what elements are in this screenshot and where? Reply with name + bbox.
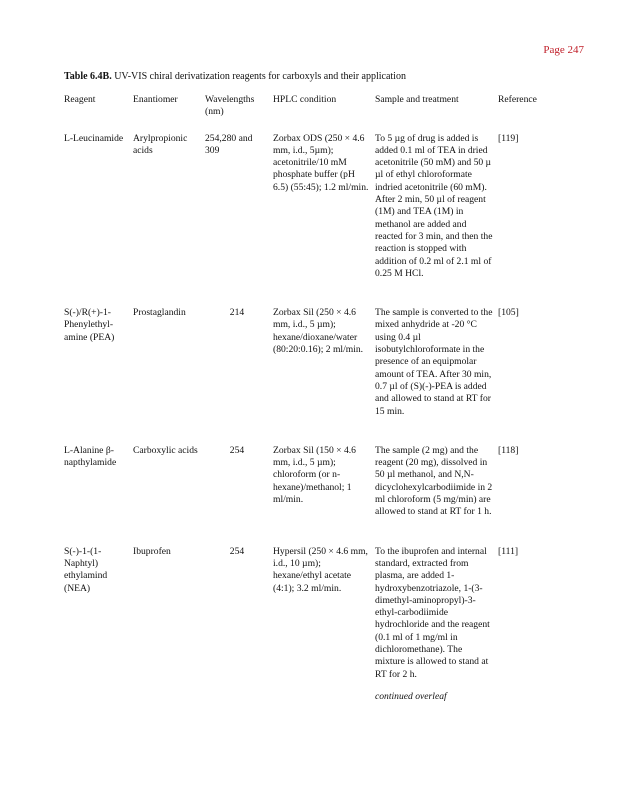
table-caption bbox=[64, 70, 584, 84]
cell-reference: [105] bbox=[498, 307, 519, 319]
cell-wavelength: 254 bbox=[229, 444, 245, 456]
header-reference: Reference bbox=[498, 94, 537, 105]
cell-reference: [119] bbox=[498, 132, 519, 144]
cell-reagent: S(-)-1-(1-Naphtyl) ethylamind (NEA) bbox=[64, 545, 108, 594]
cell-sample: The sample (2 mg) and the reagent (20 mg), dissolved in 50 µl methanol, and N,N-dicyclohexylcarbodiimide in 2 ml chloroform (5 mg/min) are allowed to stand at RT for 1 h. bbox=[375, 444, 493, 518]
header-wavelengths: Wavelengths (nm) bbox=[205, 94, 255, 118]
cell-sample: To 5 µg of drug is added is added 0.1 ml of TEA in dried acetonitrile (50 mM) and 50 µ µl of ethyl chloroformate indried acetonitrile (60 mM). After 2 min, 50 µl of reagent (1M) and TEA (1M) in methanol are added and reacted for 3 min, and then the reaction is stopped with addition of 0.2 ml of 2.1 ml of 0.25 M HCl. bbox=[375, 132, 493, 279]
header-enantiomer: Enantiomer bbox=[133, 94, 178, 105]
cell-sample: The sample is converted to the mixed anhydride at -20 °C using 0.4 µl isobutylchloroformate in the presence of an equipmolar amount of TEA. After 30 min, 0.7 µl of (S)(-)-PEA is added and allowed to stand at RT for 15 min. bbox=[375, 307, 493, 417]
cell-wavelength: 254 bbox=[229, 545, 245, 557]
cell-reference: [118] bbox=[498, 444, 519, 456]
table-row bbox=[64, 133, 568, 308]
cell-reagent: L-Leucinamide bbox=[64, 132, 124, 144]
cell-wavelength: 254,280 and 309 bbox=[205, 132, 253, 156]
cell-reagent: L-Alanine β-napthylamide bbox=[64, 444, 117, 469]
cell-wavelength: 214 bbox=[229, 307, 245, 319]
cell-hplc: Zorbax ODS (250 × 4.6 mm, i.d., 5µm); acetonitrile/10 mM phosphate buffer (pH 6.5) (55:45); 1.2 ml/min. bbox=[273, 132, 369, 193]
continued-row bbox=[64, 691, 568, 730]
cell-enantiomer: Carboxylic acids bbox=[133, 444, 198, 456]
cell-hplc: Zorbax Sil (250 × 4.6 mm, i.d., 5 µm); hexane/dioxane/water (80:20:0.16); 2 ml/min. bbox=[273, 307, 364, 356]
table-row bbox=[64, 445, 568, 546]
cell-hplc: Hypersil (250 × 4.6 mm, i.d., 10 µm); hexane/ethyl acetate (4:1); 3.2 ml/min. bbox=[273, 545, 368, 594]
table-header-row bbox=[64, 94, 568, 133]
cell-reference: [111] bbox=[498, 545, 519, 557]
header-reagent: Reagent bbox=[64, 94, 96, 105]
header-sample-treatment: Sample and treatment bbox=[375, 94, 459, 105]
table-row bbox=[64, 307, 568, 445]
cell-reagent: S(-)/R(+)-1-Phenylethyl-amine (PEA) bbox=[64, 307, 115, 343]
continued-note: continued overleaf bbox=[375, 690, 447, 702]
page-number: Page 247 bbox=[543, 44, 584, 56]
reagents-table bbox=[64, 94, 568, 730]
header-hplc-condition: HPLC condition bbox=[273, 94, 337, 105]
cell-enantiomer: Arylpropionic acids bbox=[133, 132, 188, 156]
cell-sample: To the ibuprofen and internal standard, extracted from plasma, are added 1-hydroxybenzotriazole, 1-(3-dimethyl-aminopropyl)-3-ethyl-carbodiimide hydrochloride and the reagent (0.1 ml of 1 mg/ml in dichloromethane). The mixture is allowed to stand at RT for 2 h. bbox=[375, 545, 490, 680]
table-caption-label: Table 6.4B. bbox=[64, 71, 112, 82]
cell-hplc: Zorbax Sil (150 × 4.6 mm, i.d., 5 µm); chloroform (or n-hexane)/methanol; 1 ml/min. bbox=[273, 444, 356, 506]
table-caption-text: UV-VIS chiral derivatization reagents for carboxyls and their application bbox=[111, 71, 406, 82]
cell-enantiomer: Prostaglandin bbox=[133, 307, 186, 319]
cell-enantiomer: Ibuprofen bbox=[133, 545, 171, 557]
table-row bbox=[64, 546, 568, 691]
